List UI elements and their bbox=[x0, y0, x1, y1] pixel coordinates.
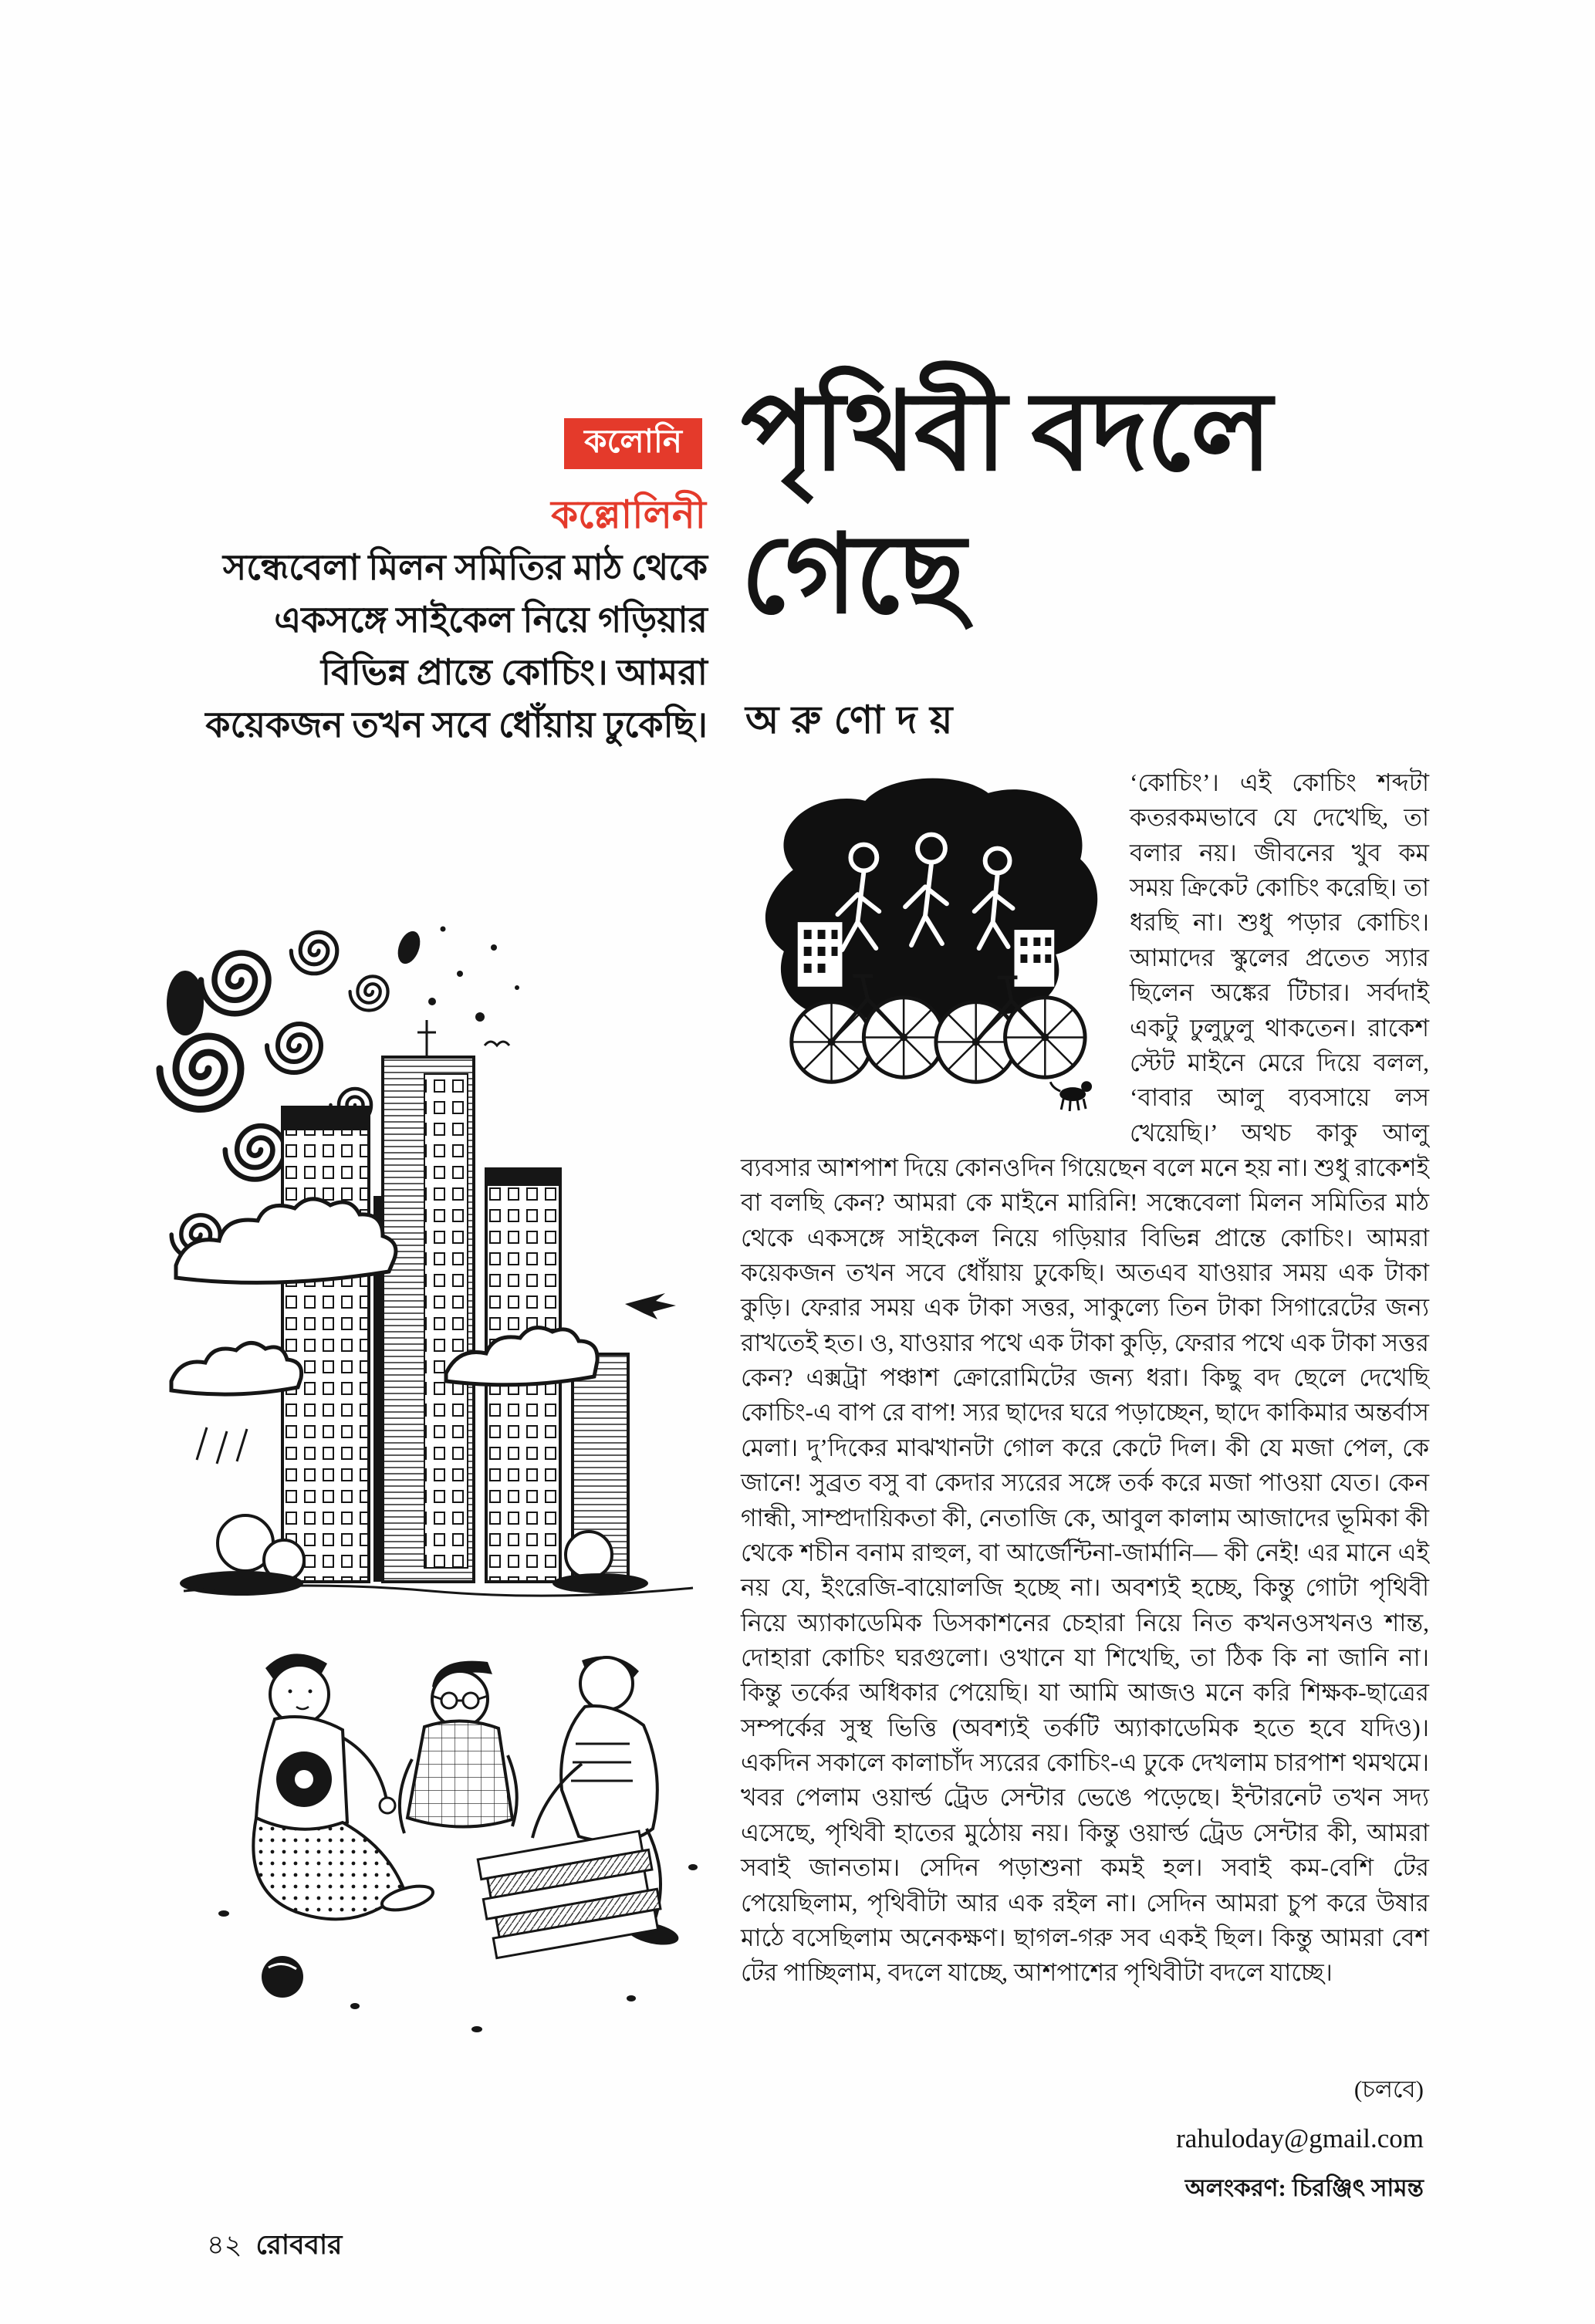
airplane bbox=[625, 1293, 676, 1319]
ball bbox=[262, 1956, 303, 1998]
author-email: rahuloday@gmail.com bbox=[1176, 2123, 1424, 2153]
headline bbox=[741, 361, 1458, 646]
ink-blob bbox=[167, 971, 204, 1035]
headline-line2: গেছে bbox=[741, 513, 965, 636]
bird bbox=[485, 1042, 509, 1045]
city-buildings bbox=[282, 1020, 628, 1582]
column-name: কল্লোলিনী bbox=[551, 493, 706, 536]
cyclists-illustration bbox=[741, 772, 1110, 1119]
article-body: ‘কোচিং’। এই কোচিং শব্দটা কতরকমভাবে যে দেখেছি, তা বলার নয়। জীবনের খুব কম সময় ক্রিকেট কোচিং করেছি। তা ধরছি না। শুধু পড়ার কোচিং। আমাদের স্কুলের প্রতেত স্যার ছিলেন অঙ্কের টিচার। সর্বদাই একটু ঢুলুঢুলু থাকতেন। রাকেশ স্টেট মাইনে মেরে দিয়ে বলল, ‘বাবার আলু ব্যবসায়ে লস খেয়েছি।’ অথচ কাকু আলু ব্যবসার আশপাশ দিয়ে কোনওদিন গিয়েছেন বলে মনে হয় না। শুধু রাকেশই বা বলছি কেন? আমরা কে মাইনে মারিনি! সন্ধেবেলা মিলন সমিতির মাঠ থেকে একসঙ্গে সাইকেল নিয়ে গড়িয়ার বিভিন্ন প্রান্তে কোচিং। আমরা কয়েকজন তখন সবে ধোঁয়ায় ঢুকেছি। অতএব যাওয়ার সময় এক টাকা কুড়ি। ফেরার সময় এক টাকা সত্তর, সাকুল্যে তিন টাকা সিগারেটের জন্য রাখতেই হত। ও, যাওয়ার পথে এক টাকা কুড়ি, ফেরার পথে এক টাকা সত্তর কেন? এক্সট্রা পঞ্চাশ ক্রোরোমিটের জন্য ধরা। কিছু বদ ছেলে দেখেছি কোচিং-এ বাপ রে বাপ! স্যর ছাদের ঘরে পড়াচ্ছেন, ছাদে কাকিমার অন্তর্বাস মেলা। দু’দিকের মাঝখানটা গোল করে কেটে দিল। কী যে মজা পেল, কে জানে! সুব্রত বসু বা কেদার স্যরের সঙ্গে তর্ক করে মজা পাওয়া যেত। কেন গান্ধী, সাম্প্রদায়িকতা কী, নেতাজি কে, আবুল কালাম আজাদের ভূমিকা কী থেকে শচীন বনাম রাহুল, বা আর্জেন্টিনা-জার্মানি— কী নেই! এর মানে এই নয় যে, ইংরেজি-বায়োলজি হচ্ছে না। অবশ্যই হচ্ছে, কিন্তু গোটা পৃথিবী নিয়ে অ্যাকাডেমিক ডিসকাশনের চেহারা নিয়ে নিত কখনওসখনও শান্ত, দোহারা কোচিং ঘরগুলো। ওখানে যা শিখেছি, তা ঠিক কি না জানি না। কিন্তু তর্কের অধিকার পেয়েছি। যা আমি আজও মনে করি শিক্ষক-ছাত্রের সম্পর্কের সুস্থ ভিত্তি (অবশ্যই তর্কটি অ্যাকাডেমিক হতে হবে যদিও)। একদিন সকালে কালাচাঁদ স্যরের কোচিং-এ ঢুকে দেখলাম চারপাশ থমথমে। খবর পেলাম ওয়ার্ল্ড ট্রেড সেন্টার ভেঙে পড়েছে। ইন্টারনেট তখন সদ্য এসেছে, পৃথিবী হাতের মুঠোয় নয়। কিন্তু ওয়ার্ল্ড ট্রেড সেন্টার কী, আমরা সবাই জানতাম। সেদিন পড়াশুনা কমই হল। সবাই কম-বেশি টের পেয়েছিলাম, পৃথিবীটা আর এক রইল না। সেদিন আমরা চুপ করে উষার মাঠে বসেছিলাম অনেকক্ষণ। ছাগল-গরু সব একই ছিল। কিন্তু আমরা বেশ টের পাচ্ছিলাম, বদলে যাচ্ছে, আশপাশের পৃথিবীটা বদলে যাচ্ছে। bbox=[741, 769, 1429, 1987]
page-number: ৪২ bbox=[207, 2230, 242, 2260]
section-kicker: কলোনি bbox=[564, 418, 702, 469]
debris-dots bbox=[428, 927, 519, 1022]
book-stack bbox=[476, 1829, 664, 1958]
page-footer bbox=[207, 2224, 342, 2269]
magazine-name: রোববার bbox=[255, 2230, 343, 2260]
continued-note: (চলবে) bbox=[1353, 2076, 1424, 2103]
byline: অ রু ণো দ য় bbox=[745, 698, 955, 741]
standfirst: সন্ধেবেলা মিলন সমিতির মাঠ থেকে একসঙ্গে সাইকেল নিয়ে গড়িয়ার বিভিন্ন প্রান্তে কোচিং। আমরা কয়েকজন তখন সবে ধোঁয়ায় ঢুকেছি। bbox=[205, 548, 708, 745]
rain-lines bbox=[197, 1427, 247, 1464]
ink-blob bbox=[394, 928, 424, 967]
headline-line1: পৃথিবী বদলে bbox=[741, 371, 1271, 493]
article-body-column bbox=[741, 765, 1429, 1991]
seated-figures bbox=[218, 1653, 698, 2032]
illustration-credit: অলংকরণ: চিরঞ্জিৎ সামন্ত bbox=[1184, 2174, 1424, 2201]
city-smoke-illustration bbox=[153, 903, 739, 2076]
dog bbox=[1050, 1081, 1092, 1111]
